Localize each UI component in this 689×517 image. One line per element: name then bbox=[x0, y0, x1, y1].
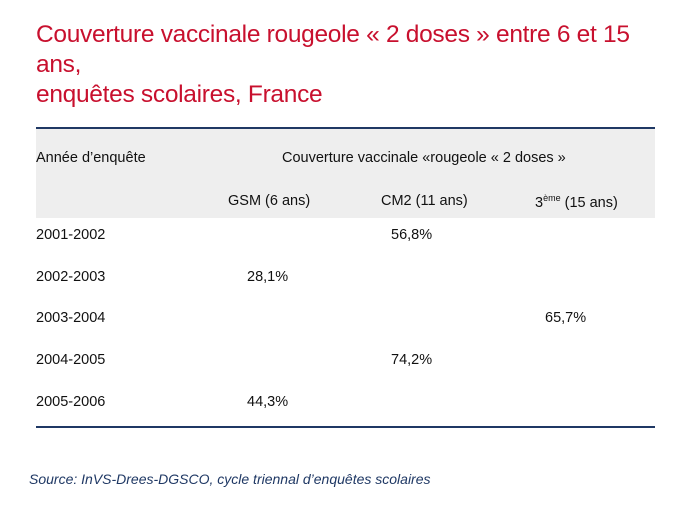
year-cell: 2001-2002 bbox=[36, 227, 106, 243]
gsm-column-header: GSM (6 ans) bbox=[228, 193, 311, 209]
vaccination-table bbox=[36, 127, 655, 428]
cm2-column-header: CM2 (11 ans) bbox=[381, 193, 468, 209]
table-row bbox=[36, 260, 655, 302]
year-column-header: Année d’enquête bbox=[36, 150, 146, 166]
third-cell: 65,7% bbox=[545, 310, 587, 327]
title-line-1: Couverture vaccinale rougeole « 2 doses » entre 6 et 15 ans, bbox=[36, 21, 630, 78]
title-line-2: enquêtes scolaires, France bbox=[36, 81, 323, 108]
year-cell: 2005-2006 bbox=[36, 393, 106, 410]
table-bottom-rule bbox=[36, 426, 655, 428]
third-column-header: 3ème (15 ans) bbox=[535, 193, 618, 211]
gsm-cell: 28,1% bbox=[247, 268, 289, 285]
cm2-cell: 74,2% bbox=[391, 352, 433, 369]
year-cell: 2002-2003 bbox=[36, 268, 106, 285]
cm2-cell: 56,8% bbox=[391, 227, 433, 243]
table-row bbox=[36, 385, 655, 427]
gsm-cell: 44,3% bbox=[247, 393, 289, 410]
table-row bbox=[36, 343, 655, 385]
year-cell: 2004-2005 bbox=[36, 352, 106, 369]
table-row bbox=[36, 301, 655, 343]
table-header bbox=[36, 129, 655, 218]
page-title bbox=[36, 20, 676, 110]
year-cell: 2003-2004 bbox=[36, 310, 106, 327]
coverage-group-header: Couverture vaccinale «rougeole « 2 doses » bbox=[282, 150, 566, 166]
source-note: Source: InVS-Drees-DGSCO, cycle triennal d’enquêtes scolaires bbox=[29, 471, 431, 487]
table-row bbox=[36, 218, 655, 260]
